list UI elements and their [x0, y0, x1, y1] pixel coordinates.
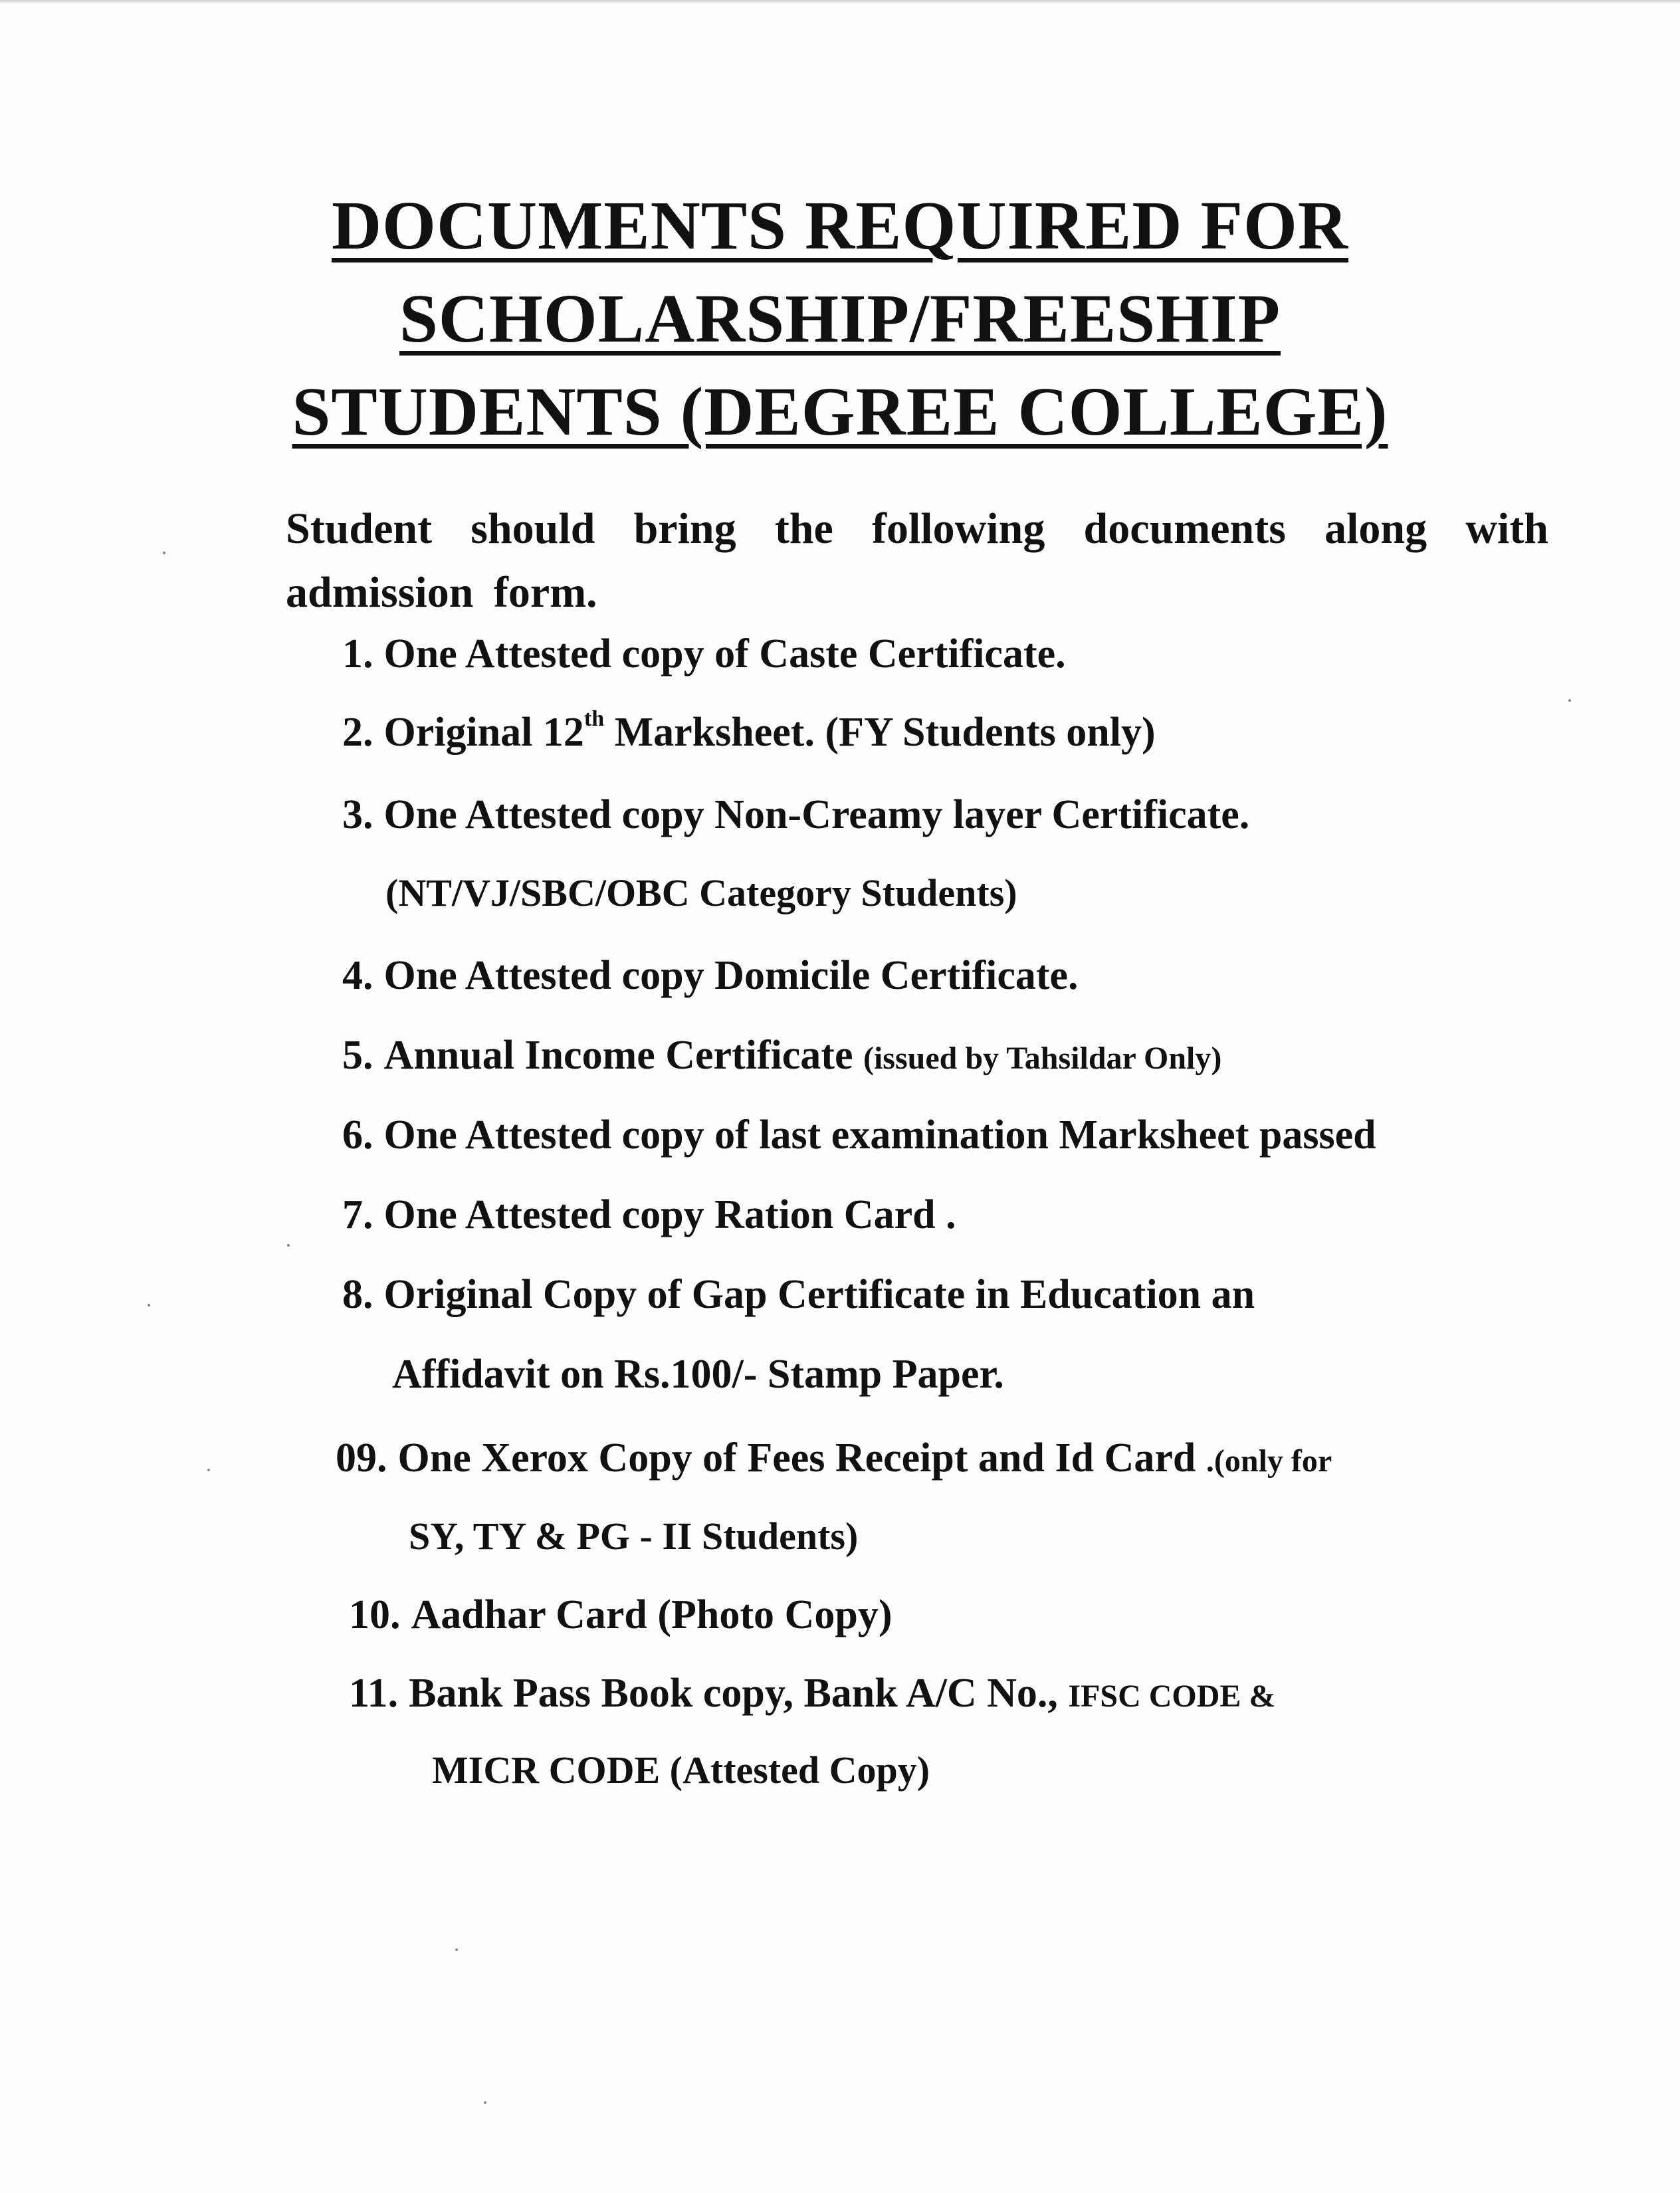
- item-number: 1.: [342, 631, 373, 677]
- item-text: Aadhar Card (Photo Copy): [411, 1592, 892, 1637]
- item-number: 11.: [349, 1671, 399, 1716]
- item-number: 09.: [336, 1435, 387, 1481]
- intro-paragraph: Student should bring the following documents along with admission form.: [286, 504, 1548, 617]
- item-text: One Attested copy Non-Creamy layer Certificate.: [383, 792, 1250, 837]
- list-item: [342, 1188, 956, 1241]
- item-number: 4.: [342, 953, 373, 998]
- list-item: [342, 1029, 1221, 1085]
- list-item: [342, 788, 1249, 841]
- scan-edge: [0, 0, 1680, 4]
- item-number: 6.: [342, 1112, 373, 1158]
- scan-speck: [455, 1948, 458, 1951]
- document-title: [0, 179, 1680, 459]
- item-number: 8.: [342, 1272, 373, 1317]
- list-item: [342, 627, 1066, 680]
- list-item: [342, 706, 1156, 759]
- list-item: [342, 1108, 1376, 1162]
- scan-speck: [163, 552, 165, 554]
- item-text: Annual Income Certificate: [383, 1033, 863, 1078]
- title-line-1: DOCUMENTS REQUIRED FOR: [331, 187, 1349, 264]
- scan-speck: [484, 2101, 486, 2104]
- list-item: [349, 1588, 892, 1641]
- list-item: [349, 1667, 1275, 1723]
- item-text: One Xerox Copy of Fees Receipt and Id Card: [397, 1435, 1206, 1481]
- list-item: [342, 1268, 1255, 1321]
- item-note: (issued by Tahsildar Only): [863, 1041, 1222, 1076]
- scan-speck: [207, 1469, 210, 1471]
- item-text: Original 12: [383, 710, 584, 755]
- title-line-2: SCHOLARSHIP/FREESHIP: [399, 280, 1281, 357]
- item-number: 7.: [342, 1192, 373, 1237]
- item-number: 5.: [342, 1033, 373, 1078]
- item-superscript: th: [583, 706, 605, 732]
- item-continuation: (NT/VJ/SBC/OBC Category Students): [385, 871, 1017, 914]
- item-number: 2.: [342, 710, 373, 755]
- item-continuation: SY, TY & PG - II Students): [409, 1514, 859, 1558]
- item-text: Bank Pass Book copy, Bank A/C No.,: [409, 1671, 1069, 1716]
- item-text: One Attested copy Ration Card .: [383, 1192, 956, 1237]
- item-continuation: Affidavit on Rs.100/- Stamp Paper.: [392, 1352, 1004, 1397]
- title-line-3: STUDENTS (DEGREE COLLEGE): [292, 373, 1388, 450]
- item-text: One Attested copy of Caste Certificate.: [383, 631, 1066, 677]
- item-number: 3.: [342, 792, 373, 837]
- item-continuation: MICR CODE (Attested Copy): [432, 1748, 930, 1792]
- item-note: .(only for: [1206, 1443, 1332, 1479]
- scan-speck: [148, 1304, 150, 1306]
- item-text: Original Copy of Gap Certificate in Education an: [383, 1272, 1255, 1317]
- item-text: One Attested copy of last examination Marksheet passed: [383, 1112, 1376, 1158]
- list-item: [342, 949, 1079, 1002]
- item-text: One Attested copy Domicile Certificate.: [383, 953, 1079, 998]
- scan-speck: [1568, 699, 1571, 702]
- item-note: IFSC CODE &: [1068, 1679, 1276, 1714]
- list-item: [336, 1431, 1332, 1488]
- item-number: 10.: [349, 1592, 401, 1637]
- item-text-continued: Marksheet. (FY Students only): [604, 710, 1156, 755]
- scan-speck: [287, 1244, 290, 1247]
